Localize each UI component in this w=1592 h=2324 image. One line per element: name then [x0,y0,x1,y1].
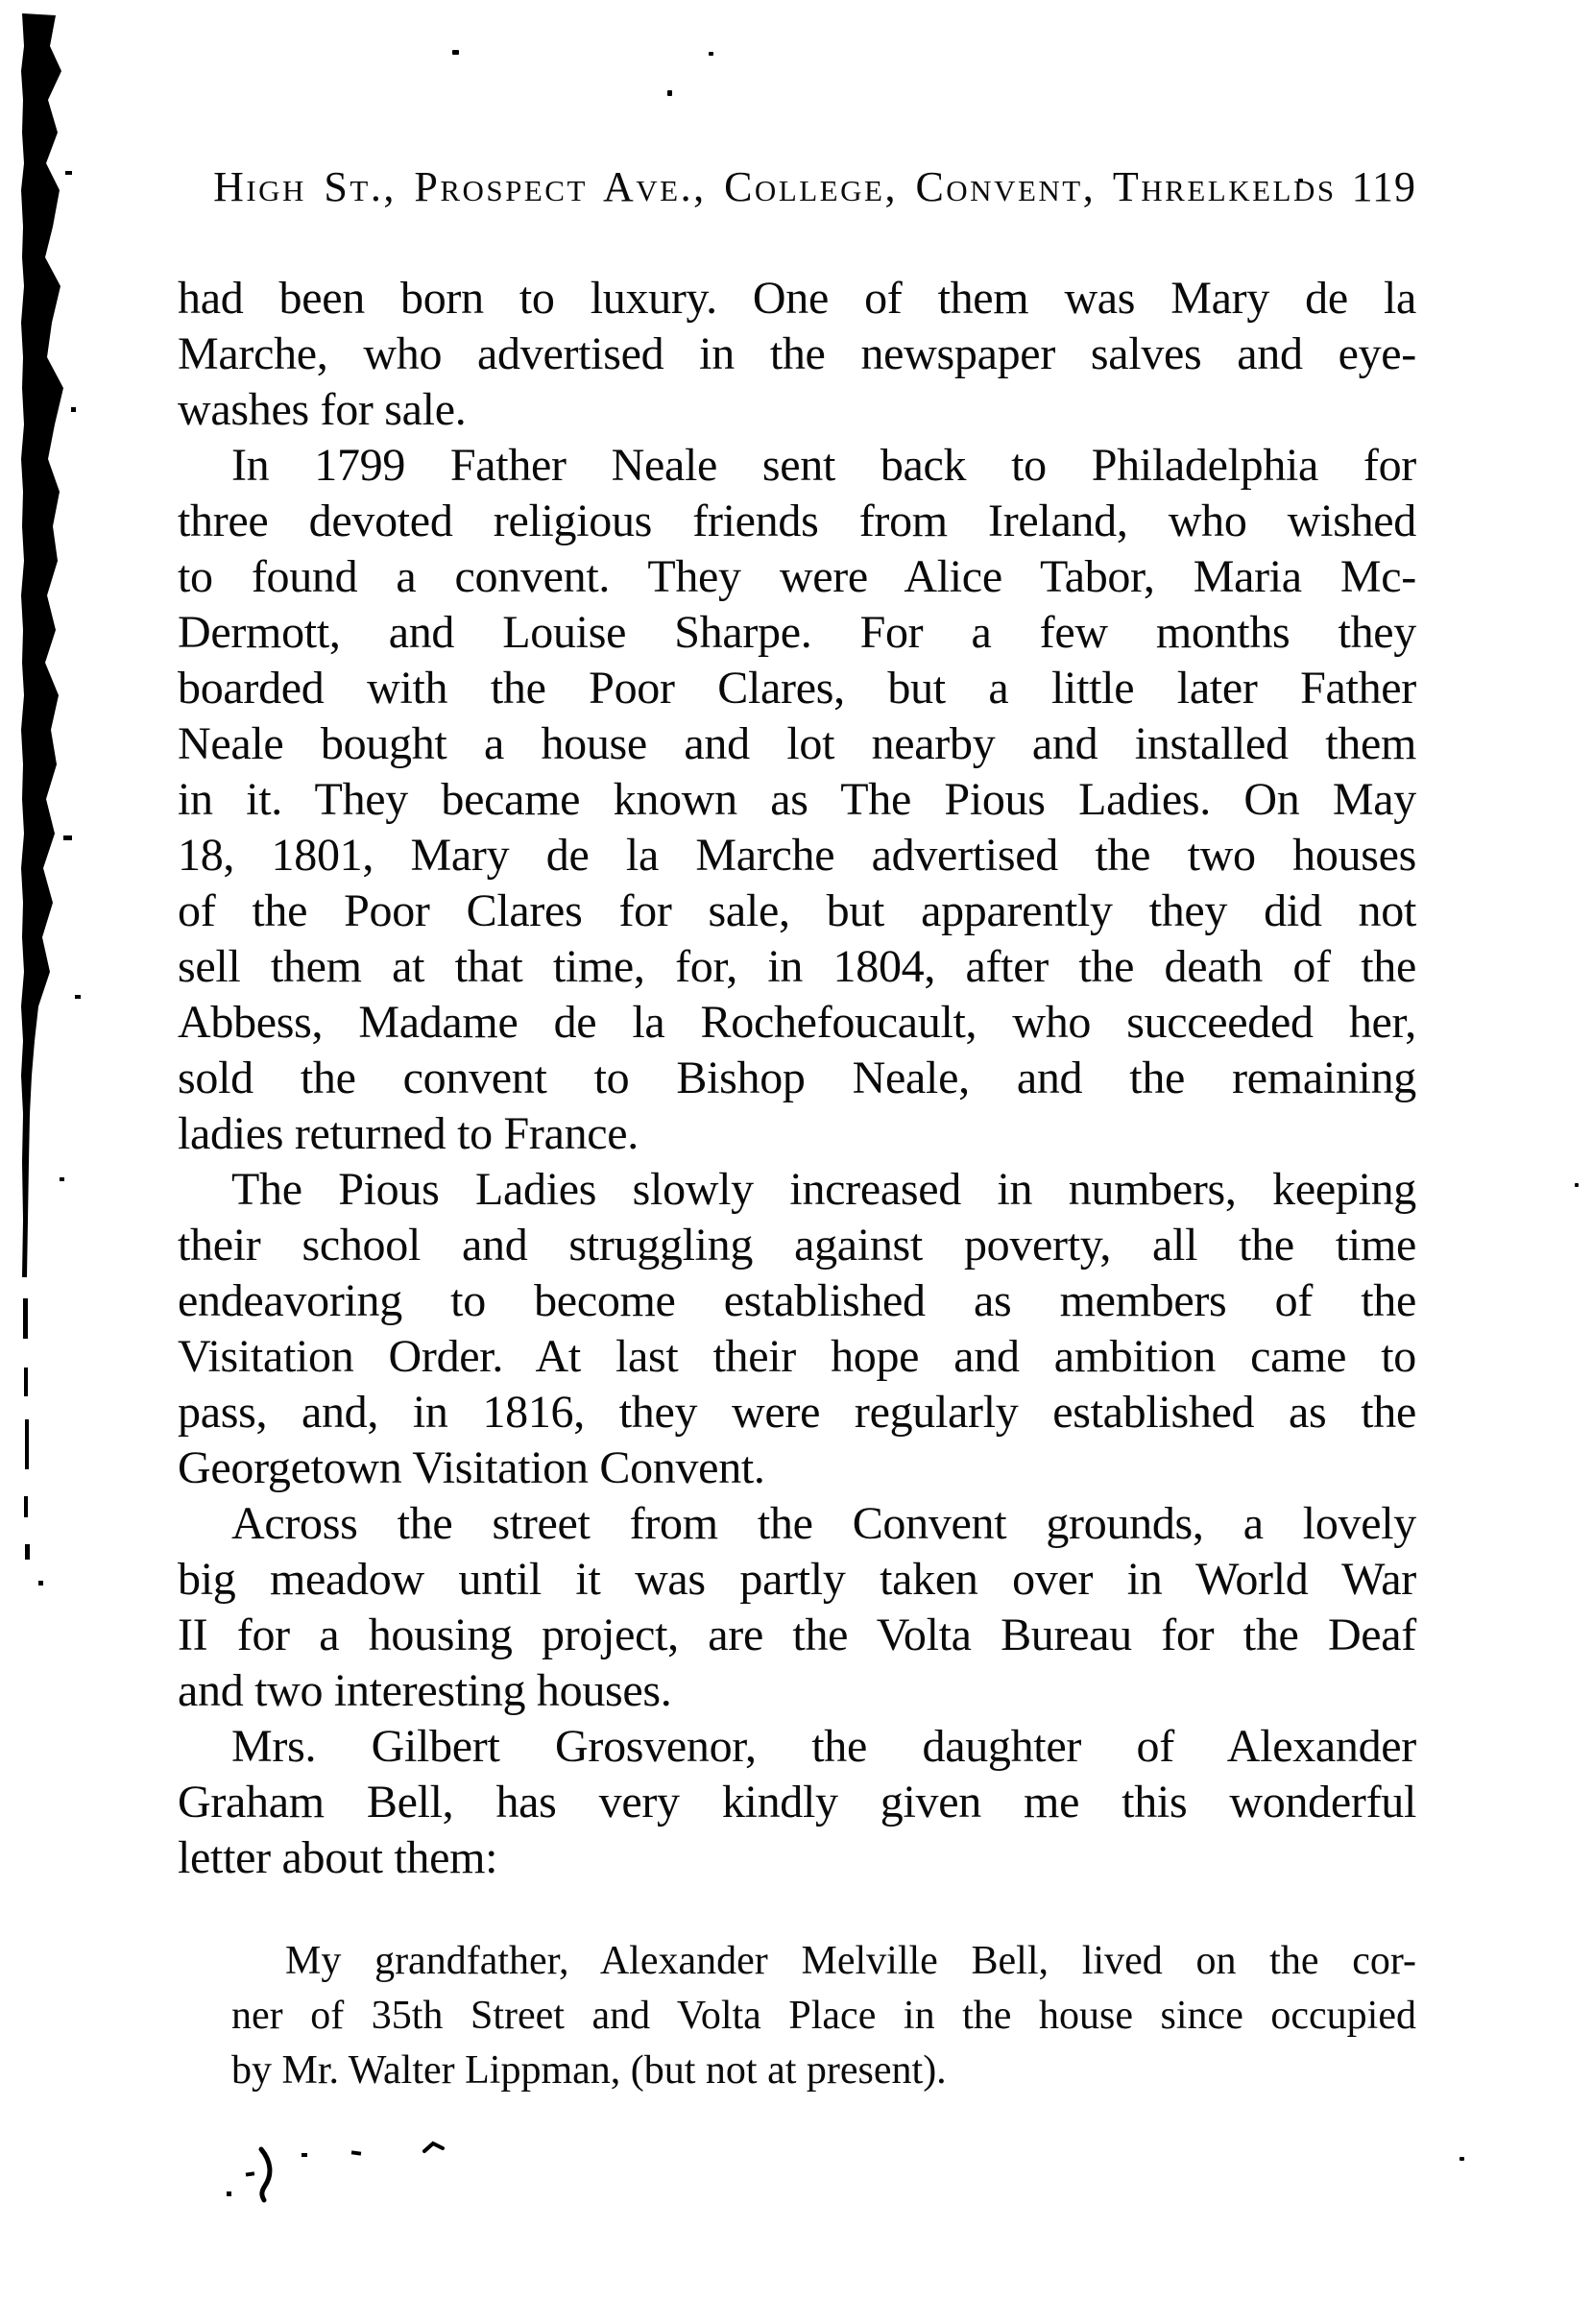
text-line: three devoted religious friends from Ireland, who wished [178,496,1416,546]
text-line: 18, 1801, Mary de la Marche advertised the two houses [178,830,1416,881]
paragraph [178,1162,1416,1496]
text-line: big meadow until it was partly taken over in World War [178,1554,1416,1605]
text-line: in it. They became known as The Pious Ladies. On May [178,774,1416,825]
text-line: Neale bought a house and lot nearby and installed them [178,718,1416,769]
text-line: to found a convent. They were Alice Tabor, Maria Mc- [178,551,1416,602]
binding-shadow-artifact [0,0,125,1633]
text-block [178,163,1416,2098]
text-line: letter about them: [178,1832,498,1883]
text-line: pass, and, in 1816, they were regularly established as the [178,1387,1416,1438]
text-line: of the Poor Clares for sale, but apparently they did not [178,885,1416,936]
text-line: endeavoring to become established as members of the [178,1275,1416,1326]
paragraph [178,271,1416,438]
text-line: Graham Bell, has very kindly given me this wonderful [178,1777,1416,1828]
text-line: II for a housing project, are the Volta Bureau for the Deaf [178,1610,1416,1660]
speck [1459,2157,1464,2161]
speck [1575,1183,1579,1187]
text-line: My grandfather, Alexander Melville Bell, lived on the cor- [285,1939,1416,1983]
handwritten-mark [219,2132,469,2218]
text-line: Across the street from the Convent grounds, a lovely [231,1498,1416,1549]
text-line: Dermott, and Louise Sharpe. For a few months they [178,607,1416,658]
running-header [178,163,1416,211]
page-number: 119 [1351,163,1416,210]
text-line: washes for sale. [178,384,467,435]
text-line: boarded with the Poor Clares, but a little later Father [178,663,1416,714]
speck [452,50,459,55]
text-line: and two interesting houses. [178,1665,672,1716]
running-header-title: High St., Prospect Ave., College, Convent, Threlkelds [213,163,1337,210]
text-line: by Mr. Walter Lippman, (but not at present). [231,2048,947,2093]
text-line: sold the convent to Bishop Neale, and the remaining [178,1053,1416,1103]
letter-excerpt [178,1934,1416,2098]
paragraph [178,1496,1416,1719]
text-line: Marche, who advertised in the newspaper salves and eye- [178,328,1416,379]
text-line: ner of 35th Street and Volta Place in the house since occupied [231,1994,1416,2038]
paragraph [178,1719,1416,1886]
text-line: sell them at that time, for, in 1804, after the death of the [178,941,1416,992]
text-line: had been born to luxury. One of them was Mary de la [178,273,1416,324]
text-line: Mrs. Gilbert Grosvenor, the daughter of Alexander [231,1721,1416,1772]
text-line: Abbess, Madame de la Rochefoucault, who succeeded her, [178,997,1416,1048]
text-line: ladies returned to France. [178,1108,639,1159]
body-paragraphs [178,271,1416,2098]
text-line: Visitation Order. At last their hope and ambition came to [178,1331,1416,1382]
paragraph [178,438,1416,1162]
speck [709,52,713,56]
text-line: The Pious Ladies slowly increased in numbers, keeping [231,1164,1416,1215]
text-line: their school and struggling against poverty, all the time [178,1220,1416,1271]
text-line: In 1799 Father Neale sent back to Philadelphia for [231,440,1416,491]
text-line: Georgetown Visitation Convent. [178,1442,765,1493]
speck [667,90,672,96]
